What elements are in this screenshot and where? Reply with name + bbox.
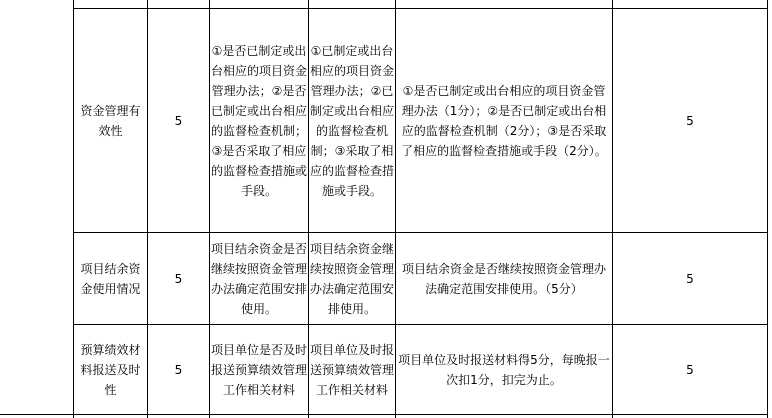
table-cell-result: 5 [686,113,694,128]
table-cell-standard: 项目单位及时报送材料得5分，每晚报一次扣1分，扣完为止。 [398,352,610,387]
table-cell-item: 资金管理有效性 [80,103,141,138]
table-cell-item: 项目结余资金使用情况 [80,261,141,296]
table-cell-standard: 项目结余资金是否继续按照资金管理办法确定范围安排使用。（5分） [401,261,606,296]
table-cell-result: 5 [686,271,694,286]
grid-line [767,0,768,418]
table-cell-content: 项目单位是否及时报送预算绩效管理工作相关材料 [211,342,308,397]
table-cell-score: 5 [174,362,183,377]
table-cell-result: 5 [686,362,694,377]
table-cell-score: 5 [174,113,183,128]
table-cell-score: 5 [174,271,183,286]
table-cell-content: 项目结余资金是否继续按照资金管理办法确定范围安排使用。 [211,241,308,316]
table-cell-basis: 项目单位及时报送预算绩效管理工作相关材料 [310,342,395,397]
table-cell-basis: 项目结余资金继续按照资金管理办法确定范围安排使用。 [310,241,395,316]
table-cell-standard: ①是否已制定或出台相应的项目资金管理办法（1分）；②是否已制定或出台相应的监督检查机制（2分）；③是否采取了相应的监督检查措施或手段（2分）。 [401,83,607,158]
table-cell-content: ①是否已制定或出台相应的项目资金管理办法；②是否已制定或出台相应的监督检查机制；③是否采取了相应的监督检查措施或手段。 [211,43,308,198]
table-cell-item: 预算绩效材料报送及时性 [80,342,141,397]
grid-line [0,414,768,415]
table-cell-basis: ①已制定或出台相应的项目资金管理办法；②已制定或出台相应的监督检查机制；③采取了相应的监督检查措施或手段。 [310,43,395,198]
